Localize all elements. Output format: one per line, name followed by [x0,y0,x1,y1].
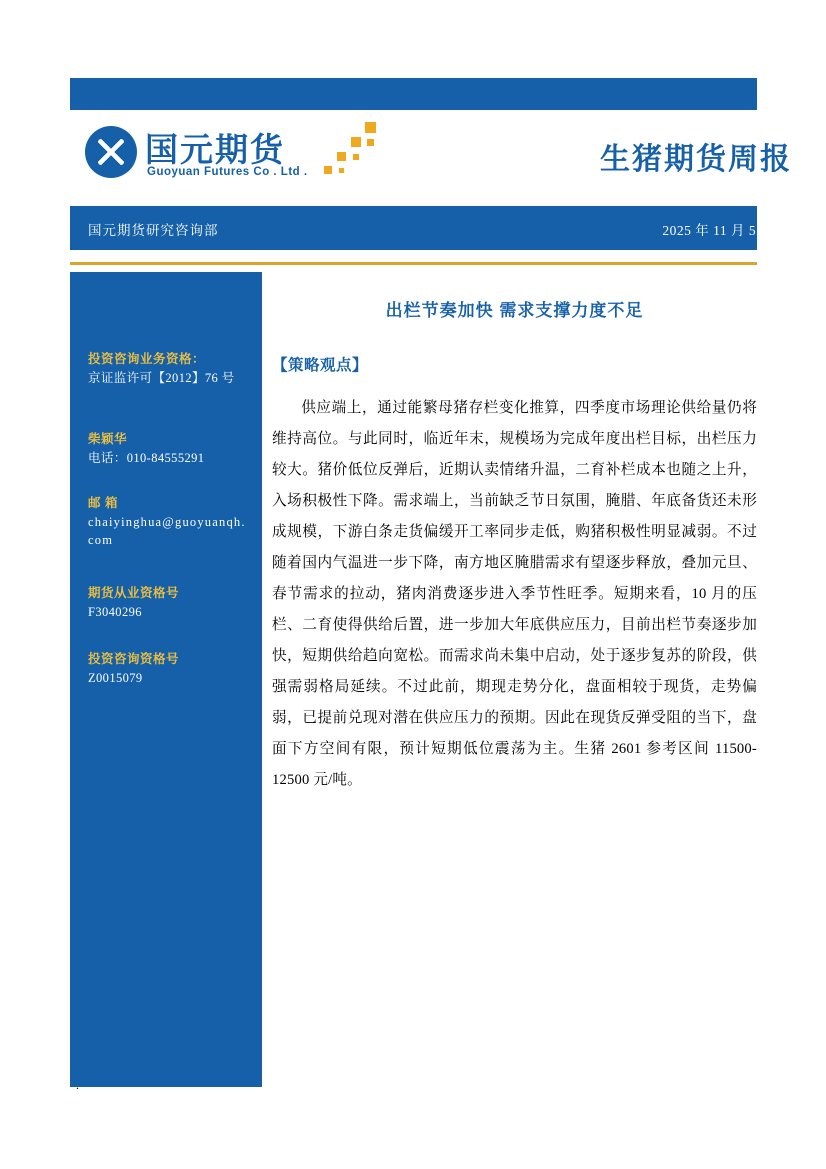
analyst-phone: 电话：010-84555291 [88,451,205,465]
logo-company-name-cn: 国元期货 [145,131,285,168]
sidebar-email [88,494,248,549]
qualification-value: 京证监许可【2012】76 号 [88,371,235,385]
main-content [272,272,757,796]
company-logo [85,122,385,190]
advisory-license-label: 投资咨询资格号 [88,652,180,666]
email-label: 邮 箱 [88,496,118,510]
logo-company-name-en: Guoyuan Futures Co . Ltd . [147,166,308,178]
sidebar [70,272,262,1087]
analyst-name: 柴颖华 [88,432,128,446]
gold-divider [70,262,757,265]
footer-dot: . [76,1078,79,1092]
futures-license-label: 期货从业资格号 [88,586,180,600]
section-heading-strategy: 【策略观点】 [272,357,369,374]
sidebar-advisory-license [88,650,248,688]
department-name: 国元期货研究咨询部 [88,223,219,238]
sidebar-qualification [88,350,248,388]
logo-mark-icon [85,126,137,178]
sidebar-futures-license [88,584,248,622]
email-value[interactable]: chaiyinghua@guoyuanqh.com [88,515,246,547]
logo-dots-decoration-icon [323,122,383,178]
advisory-license-value: Z0015079 [88,671,143,685]
page-title: 出栏节奏加快 需求支撑力度不足 [385,301,644,320]
report-date: 2025 年 11 月 5 日 [662,223,774,238]
header-top-band [70,78,757,110]
sidebar-analyst [88,430,248,468]
body-paragraph: 供应端上，通过能繁母猪存栏变化推算，四季度市场理论供给量仍将维持高位。与此同时，临近年末，规模场为完成年度出栏目标，出栏压力较大。猪价低位反弹后，近期认卖情绪升温，二育补栏成本也随之上升，入场积极性下降。需求端上，当前缺乏节日氛围，腌腊、年底备货还未形成规模，下游白条走货偏缓开工率同步走低，购猪积极性明显减弱。不过随着国内气温进一步下降，南方地区腌腊需求有望逐步释放，叠加元旦、春节需求的拉动，猪肉消费逐步进入季节性旺季。短期来看，10 月的压栏、二育使得供给后置，进一步加大年底供应压力，目前出栏节奏逐步加快，短期供给趋向宽松。而需求尚未集中启动，处于逐步复苏的阶段，供强需弱格局延续。不过此前，期现走势分化，盘面相较于现货，走势偏弱，已提前兑现对潜在供应压力的预期。因此在现货反弹受阻的当下，盘面下方空间有限，预计短期低位震荡为主。生猪 2601 参考区间 11500-12500 元/吨。 [272,400,757,788]
qualification-label: 投资咨询业务资格： [88,352,206,366]
futures-license-value: F3040296 [88,605,142,619]
report-title: 生猪期货周报 [600,143,792,176]
